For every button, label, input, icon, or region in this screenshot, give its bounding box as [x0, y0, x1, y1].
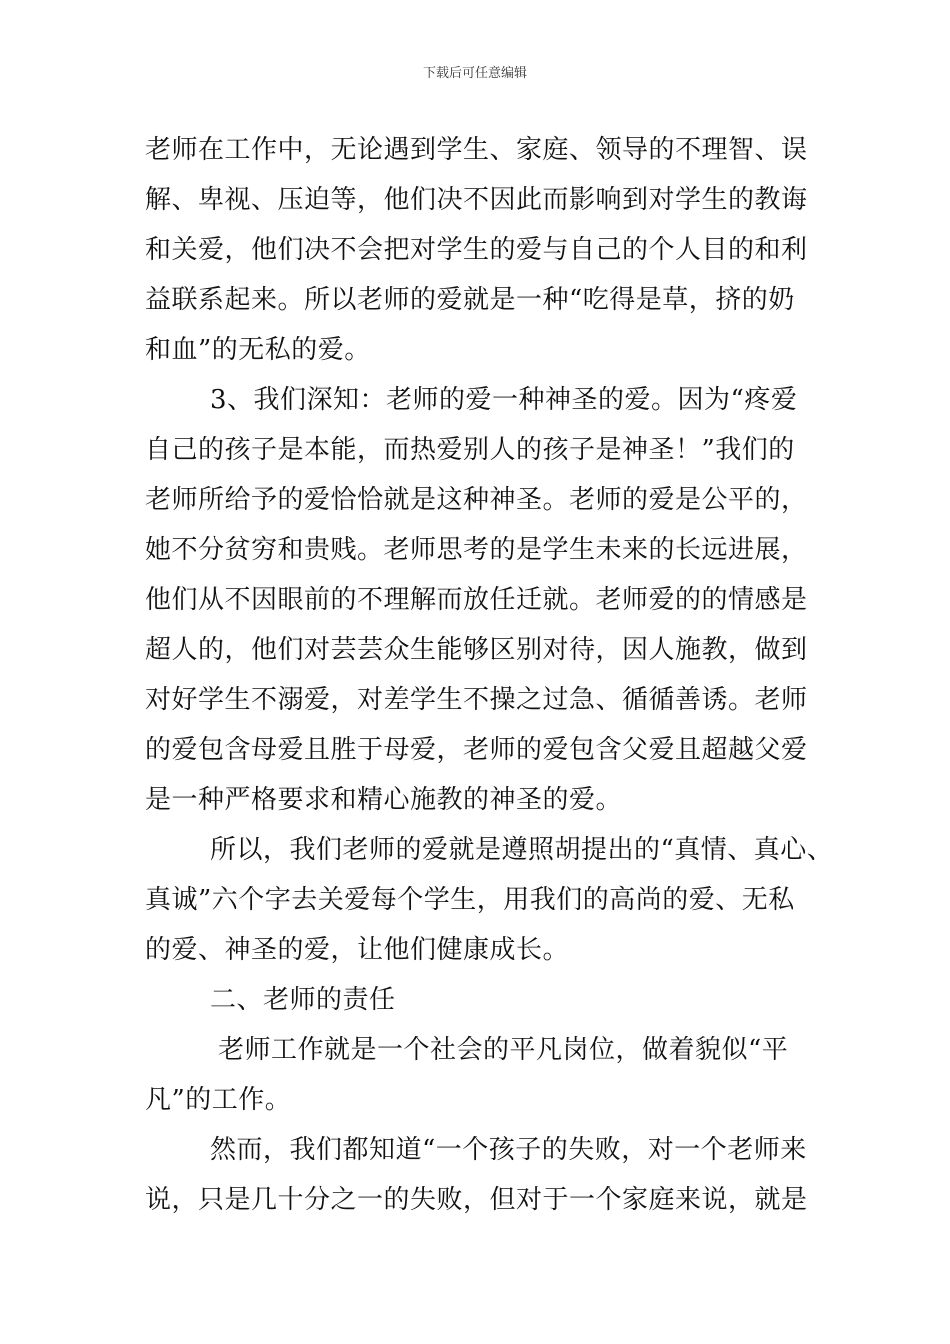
paragraph-line: 她不分贫穷和贵贱。老师思考的是学生未来的长远进展，	[145, 535, 808, 565]
paragraph-line: 解、卑视、压迫等，他们决不因此而影响到对学生的教诲	[145, 185, 808, 215]
paragraph-line: 的爱、神圣的爱，让他们健康成长。	[145, 935, 570, 965]
section-heading: 二、老师的责任	[210, 985, 396, 1015]
paragraph-line: 他们从不因眼前的不理解而放任迁就。老师爱的的情感是	[145, 585, 808, 615]
paragraph-line: 自己的孩子是本能，而热爱别人的孩子是神圣！”我们的	[145, 435, 795, 465]
paragraph-line: 是一种严格要求和精心施教的神圣的爱。	[145, 785, 623, 815]
paragraph-line: 的爱包含母爱且胜于母爱，老师的爱包含父爱且超越父爱	[145, 735, 808, 765]
paragraph-line: 老师工作就是一个社会的平凡岗位，做着貌似“平	[218, 1035, 789, 1065]
paragraph-line: 说，只是几十分之一的失败，但对于一个家庭来说，就是	[145, 1185, 808, 1215]
paragraph-line: 益联系起来。所以老师的爱就是一种“吃得是草，挤的奶	[145, 285, 795, 315]
paragraph-line: 和关爱，他们决不会把对学生的爱与自己的个人目的和利	[145, 235, 808, 265]
paragraph-line: 真诚”六个字去关爱每个学生，用我们的高尚的爱、无私	[145, 885, 795, 915]
paragraph-line: 和血”的无私的爱。	[145, 335, 371, 365]
paragraph-line: 所以，我们老师的爱就是遵照胡提出的“真情、真心、	[210, 835, 834, 865]
paragraph-line: 老师所给予的爱恰恰就是这种神圣。老师的爱是公平的，	[145, 485, 808, 515]
paragraph-line: 3、我们深知：老师的爱一种神圣的爱。因为“疼爱	[210, 385, 798, 415]
paragraph-line: 对好学生不溺爱，对差学生不操之过急、循循善诱。老师	[145, 685, 808, 715]
paragraph-line: 凡”的工作。	[145, 1085, 292, 1115]
page-header: 下载后可任意编辑	[422, 66, 527, 81]
paragraph-line: 然而，我们都知道“一个孩子的失败，对一个老师来	[210, 1135, 807, 1165]
paragraph-line: 超人的，他们对芸芸众生能够区别对待，因人施教，做到	[145, 635, 808, 665]
paragraph-line: 老师在工作中，无论遇到学生、家庭、领导的不理智、误	[145, 135, 808, 165]
